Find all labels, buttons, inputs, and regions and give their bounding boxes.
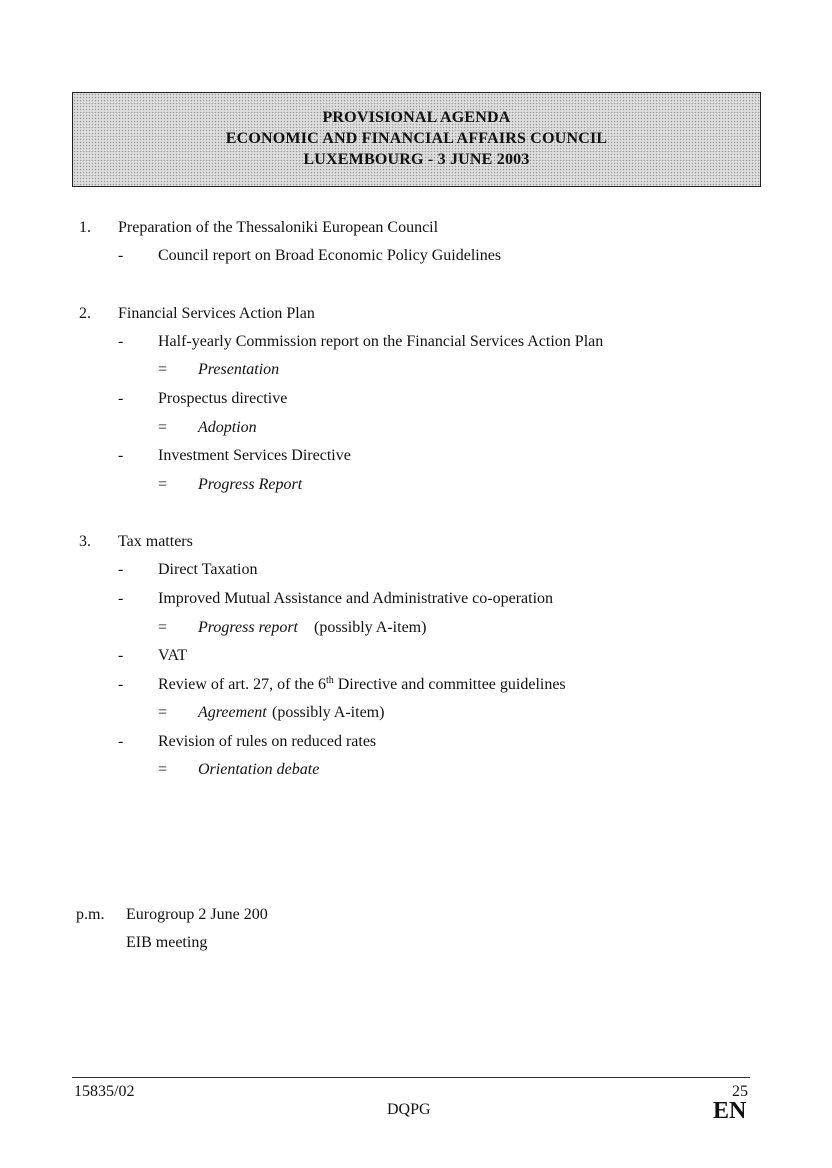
- action-equals: =: [158, 704, 168, 721]
- action-equals: =: [158, 761, 168, 778]
- action-label: Orientation debate: [198, 761, 320, 778]
- pm-eurogroup: Eurogroup 2 June 200: [126, 906, 268, 923]
- item-number: 3.: [79, 533, 91, 550]
- document-number: 15835/02: [74, 1083, 135, 1100]
- item-title: Preparation of the Thessaloniki European Council: [118, 219, 439, 236]
- action-equals: =: [158, 476, 168, 493]
- action-label: Progress Report: [198, 476, 303, 493]
- subitem-dash: -: [118, 561, 124, 578]
- header-title: PROVISIONAL AGENDA: [322, 109, 511, 126]
- action-label: Presentation: [198, 361, 280, 378]
- subitem-dash: -: [118, 247, 124, 264]
- action-note: (possibly A-item): [272, 704, 385, 721]
- subitem-dash: -: [118, 447, 124, 464]
- subitem-dash: -: [118, 733, 124, 750]
- subitem-dash: -: [118, 590, 124, 607]
- subitem-text: Prospectus directive: [158, 390, 288, 407]
- subitem-text-part: Directive and committee guidelines: [333, 676, 566, 693]
- language-code: EN: [713, 1098, 747, 1124]
- subitem-text: Improved Mutual Assistance and Administrative co-operation: [158, 590, 554, 607]
- item-title: Financial Services Action Plan: [118, 305, 315, 322]
- action-equals: =: [158, 361, 168, 378]
- action-label: Agreement: [198, 704, 267, 721]
- action-note: (possibly A-item): [314, 619, 427, 636]
- action-equals: =: [158, 419, 168, 436]
- header-council: ECONOMIC AND FINANCIAL AFFAIRS COUNCIL: [225, 130, 608, 147]
- department-code: DQPG: [387, 1101, 431, 1118]
- footer-divider: [72, 1077, 750, 1078]
- item-number: 2.: [79, 305, 91, 322]
- action-label: Progress report: [198, 619, 298, 636]
- subitem-dash: -: [118, 647, 124, 664]
- agenda-header-box: [72, 92, 761, 187]
- superscript-ordinal: th: [325, 675, 334, 686]
- item-title: Tax matters: [118, 533, 193, 550]
- subitem-text: Half-yearly Commission report on the Financial Services Action Plan: [158, 333, 604, 350]
- pm-eib-meeting: EIB meeting: [126, 934, 208, 951]
- subitem-text: [158, 676, 566, 694]
- pm-label: p.m.: [76, 906, 105, 923]
- subitem-text: VAT: [158, 647, 188, 664]
- subitem-text: Direct Taxation: [158, 561, 258, 578]
- page-number: 25: [732, 1083, 748, 1100]
- subitem-dash: -: [118, 390, 124, 407]
- action-equals: =: [158, 619, 168, 636]
- subitem-dash: -: [118, 333, 124, 350]
- item-number: 1.: [79, 219, 91, 236]
- subitem-text-part: Review of art. 27, of the 6: [158, 676, 326, 693]
- subitem-dash: -: [118, 676, 124, 693]
- header-location-date: LUXEMBOURG - 3 JUNE 2003: [303, 151, 530, 168]
- subitem-text: Revision of rules on reduced rates: [158, 733, 377, 750]
- subitem-text: Investment Services Directive: [158, 447, 351, 464]
- action-label: Adoption: [198, 419, 257, 436]
- subitem-text: Council report on Broad Economic Policy Guidelines: [158, 247, 502, 264]
